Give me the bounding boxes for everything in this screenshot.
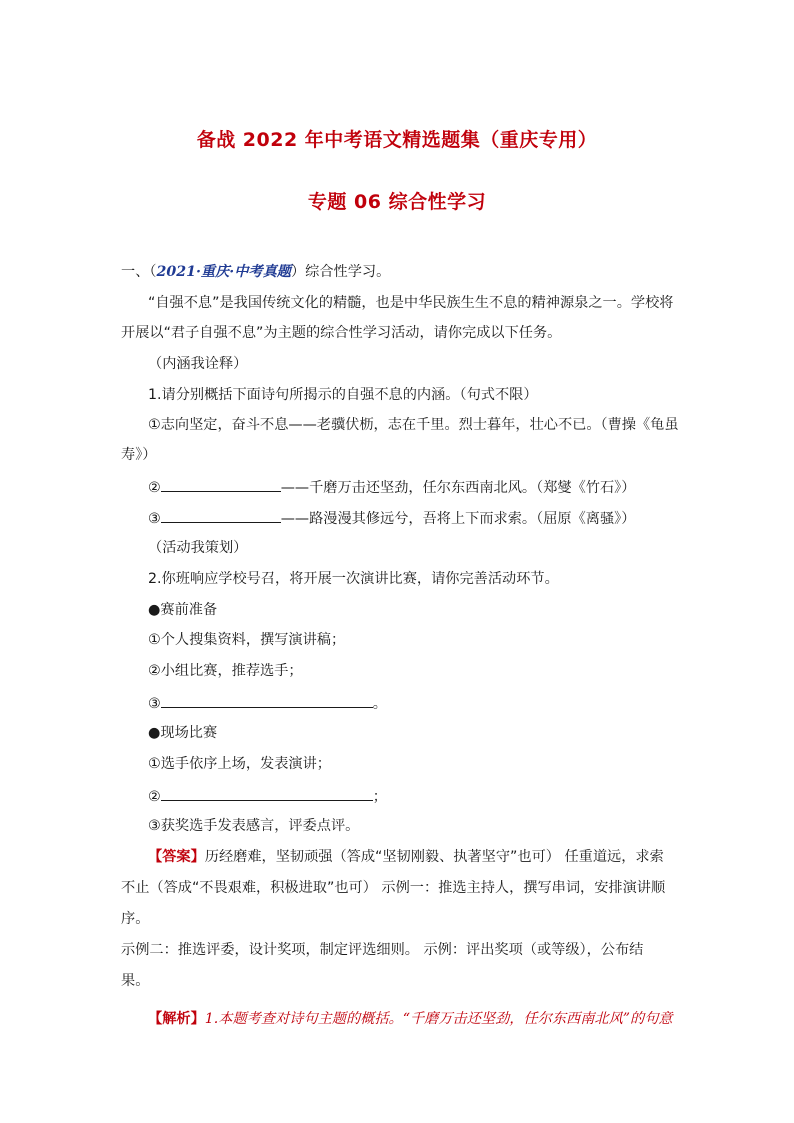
document-title: 备战 2022 年中考语文精选题集（重庆专用） — [196, 129, 598, 151]
answer-line-2: 不止（答成“不畏艰难，积极进取”也可） 示例一：推选主持人，撰写串词，安排演讲顺 — [121, 880, 666, 896]
task-2: 2.你班响应学校号召，将开展一次演讲比赛，请你完善活动环节。 — [148, 571, 559, 587]
comp-item-2-end: ； — [372, 789, 387, 805]
question-source: 2021·重庆·中考真题 — [156, 264, 291, 280]
prep-item-2: ②小组比赛，推荐选手； — [148, 663, 303, 679]
comp-item-1: ①选手依序上场，发表演讲； — [148, 756, 331, 772]
stage-heading-preparation: ●赛前准备 — [148, 602, 218, 618]
answer-blank-prep[interactable] — [161, 692, 373, 708]
comp-item-2 — [148, 785, 387, 807]
answer-blank-2[interactable] — [161, 476, 281, 492]
answer-tag: 【答案】 — [148, 849, 205, 865]
prep-item-1: ①个人搜集资料，撰写演讲稿； — [148, 632, 346, 648]
answer-blank-comp[interactable] — [161, 785, 373, 801]
analysis-line — [148, 1009, 673, 1029]
answer-text-1: 历经磨难，坚韧顽强（答成“坚韧刚毅、执著坚守”也可） 任重道远，求索 — [204, 849, 664, 865]
question-header — [121, 262, 390, 282]
poem-item-1-line-1: ①志向坚定，奋斗不息——老骥伏枥，志在千里。烈士暮年，壮心不已。（曹操《龟虽 — [148, 417, 679, 433]
section-heading-activity: （活动我策划） — [148, 540, 248, 556]
question-suffix: ）综合性学习。 — [290, 264, 391, 280]
answer-blank-3[interactable] — [161, 507, 281, 523]
comp-item-3: ③获奖选手发表感言，评委点评。 — [148, 818, 360, 834]
prep-item-3 — [148, 692, 387, 714]
poem-item-2-text: ——千磨万击还坚劲，任尔东西南北风。（郑燮《竹石》） — [280, 480, 636, 496]
task-1: 1.请分别概括下面诗句所揭示的自强不息的内涵。（句式不限） — [148, 387, 538, 403]
comp-item-2-number: ② — [148, 789, 161, 805]
intro-line-2: 开展以“君子自强不息”为主题的综合性学习活动，请你完成以下任务。 — [121, 325, 562, 341]
poem-item-2-number: ② — [148, 480, 161, 496]
analysis-text: 1.本题考查对诗句主题的概括。“千磨万击还坚劲，任尔东西南北风”的句意 — [204, 1011, 673, 1027]
question-prefix: 一、（ — [121, 264, 157, 280]
poem-item-2 — [148, 476, 635, 498]
intro-line-1: “自强不息”是我国传统文化的精髓，也是中华民族生生不息的精神源泉之一。学校将 — [148, 295, 674, 311]
analysis-tag: 【解析】 — [148, 1011, 205, 1027]
poem-item-1-line-2: 寿》） — [121, 447, 157, 463]
stage-heading-competition: ●现场比赛 — [148, 725, 218, 741]
topic-title: 专题 06 综合性学习 — [307, 191, 487, 213]
section-heading-meaning: （内涵我诠释） — [148, 356, 248, 372]
poem-item-3-text: ——路漫漫其修远兮，吾将上下而求索。（屈原《离骚》） — [280, 511, 636, 527]
answer-line-5: 果。 — [121, 973, 150, 989]
prep-item-3-number: ③ — [148, 696, 161, 712]
answer-line-3: 序。 — [121, 911, 150, 927]
poem-item-3 — [148, 507, 635, 529]
prep-item-3-end: 。 — [372, 696, 387, 712]
poem-item-3-number: ③ — [148, 511, 161, 527]
answer-line-4: 示例二：推选评委，设计奖项，制定评选细则。 示例：评出奖项（或等级），公布结 — [121, 942, 644, 958]
answer-line-1 — [148, 847, 664, 867]
